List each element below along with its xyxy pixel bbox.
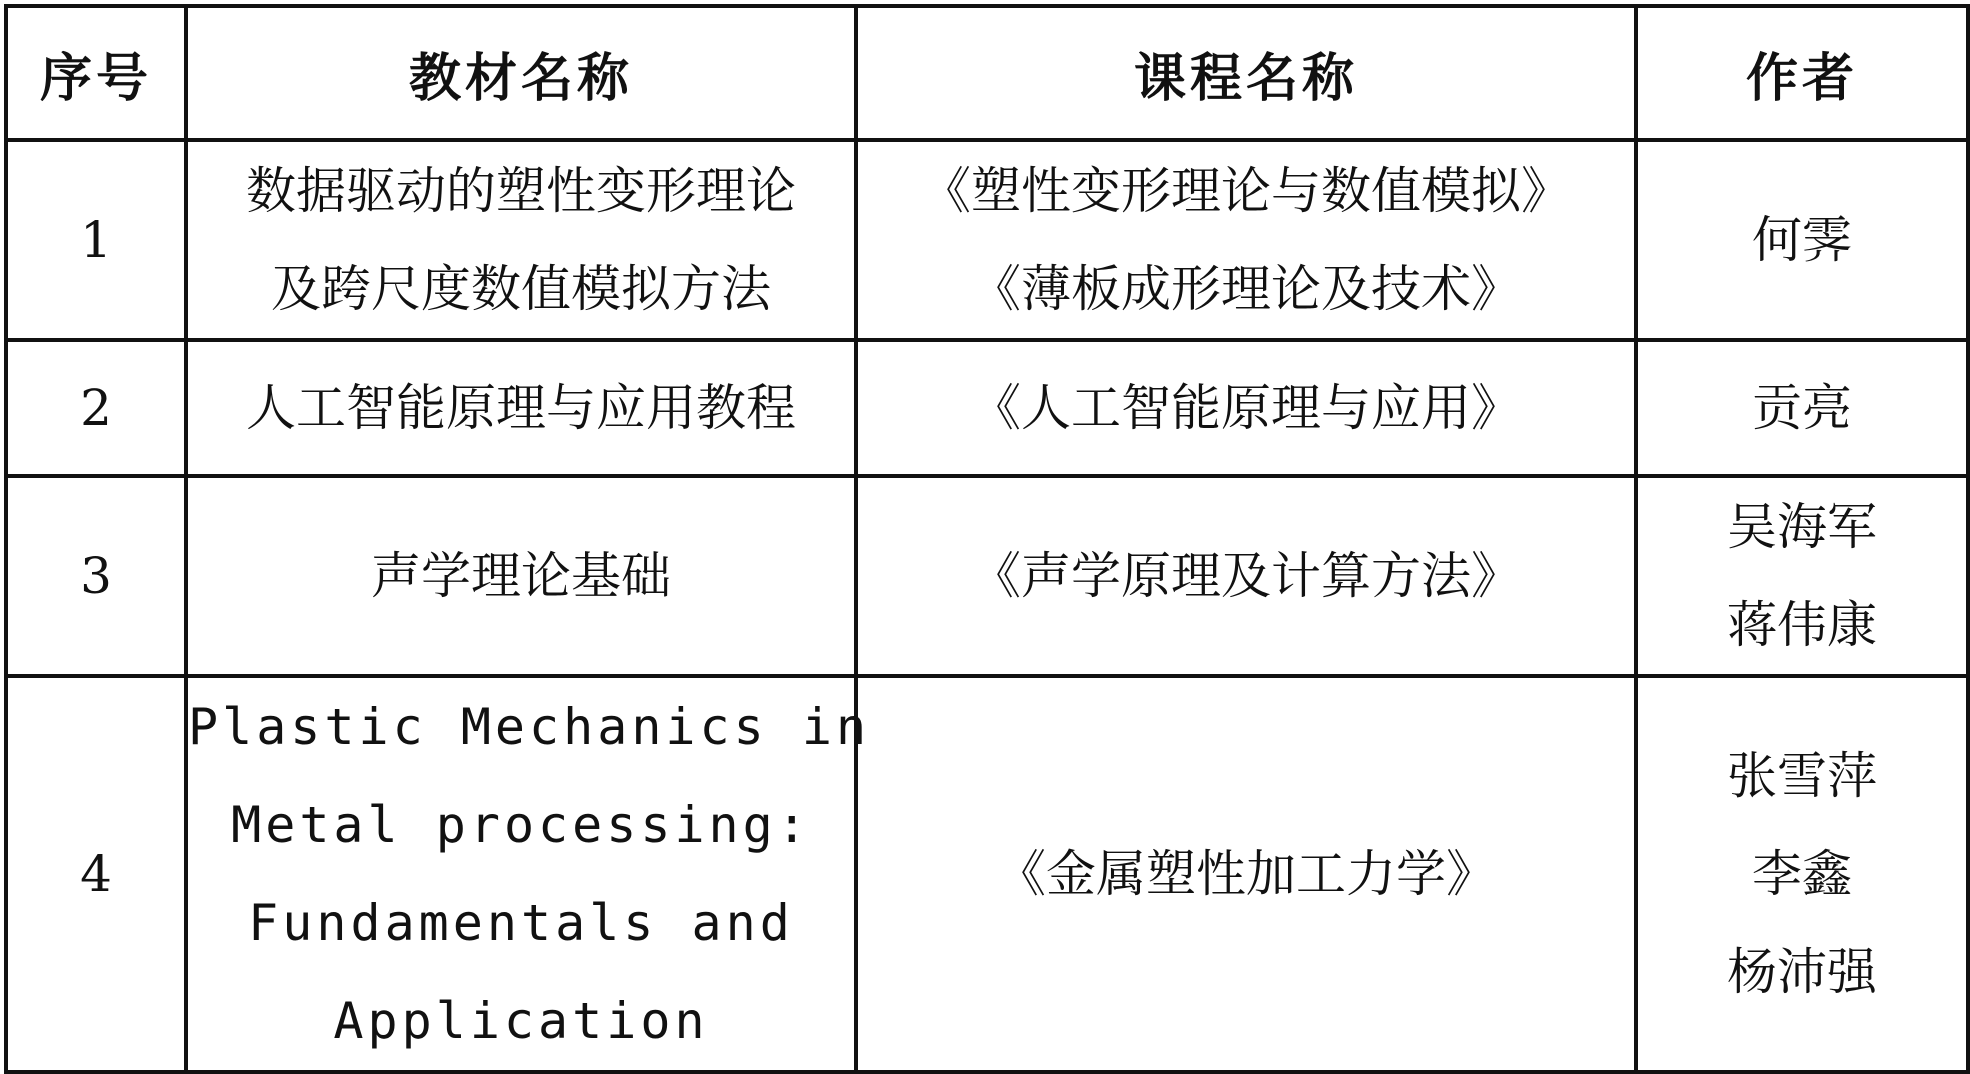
textbook-name-line: 人工智能原理与应用教程 bbox=[246, 379, 796, 437]
table-row bbox=[6, 140, 1968, 340]
textbook-name-cell bbox=[186, 340, 856, 476]
course-name-line: 《塑性变形理论与数值模拟》 bbox=[921, 162, 1571, 220]
textbook-name-line: Application bbox=[333, 992, 709, 1050]
header-serial-number: 序号 bbox=[6, 6, 186, 140]
table-row bbox=[6, 340, 1968, 476]
serial-number-cell: 4 bbox=[6, 676, 186, 1072]
textbook-name-line: 数据驱动的塑性变形理论 bbox=[246, 162, 796, 220]
textbook-name-cell bbox=[186, 476, 856, 676]
course-name-line: 《薄板成形理论及技术》 bbox=[971, 260, 1521, 318]
author-name: 蒋伟康 bbox=[1727, 596, 1877, 654]
serial-number-cell: 3 bbox=[6, 476, 186, 676]
textbook-name-line: 声学理论基础 bbox=[371, 547, 671, 605]
author-name: 杨沛强 bbox=[1727, 943, 1877, 1001]
table-row bbox=[6, 676, 1968, 1072]
header-row bbox=[6, 6, 1968, 140]
textbook-name-line: Plastic Mechanics in bbox=[188, 698, 871, 756]
author-name: 李鑫 bbox=[1752, 845, 1852, 903]
textbook-name-line: 及跨尺度数值模拟方法 bbox=[271, 260, 771, 318]
course-name-cell bbox=[856, 140, 1636, 340]
author-cell bbox=[1636, 140, 1968, 340]
course-name-cell bbox=[856, 476, 1636, 676]
author-name: 张雪萍 bbox=[1727, 747, 1877, 805]
textbook-name-cell bbox=[186, 140, 856, 340]
table-row bbox=[6, 476, 1968, 676]
textbook-name-cell bbox=[186, 676, 871, 1072]
textbook-name-line: Fundamentals and bbox=[248, 894, 794, 952]
textbook-table bbox=[4, 4, 1970, 1074]
course-name-cell bbox=[856, 676, 1636, 1072]
course-name-line: 《声学原理及计算方法》 bbox=[971, 547, 1521, 605]
author-name: 吴海军 bbox=[1727, 498, 1877, 556]
author-cell bbox=[1636, 476, 1968, 676]
serial-number-cell: 1 bbox=[6, 140, 186, 340]
author-cell bbox=[1636, 340, 1968, 476]
header-textbook-name: 教材名称 bbox=[186, 6, 856, 140]
header-author: 作者 bbox=[1636, 6, 1968, 140]
textbook-name-line: Metal processing: bbox=[231, 796, 811, 854]
course-name-line: 《金属塑性加工力学》 bbox=[996, 845, 1496, 903]
author-name: 贡亮 bbox=[1752, 379, 1852, 437]
author-name: 何霁 bbox=[1752, 211, 1852, 269]
header-course-name: 课程名称 bbox=[856, 6, 1636, 140]
serial-number-cell: 2 bbox=[6, 340, 186, 476]
course-name-line: 《人工智能原理与应用》 bbox=[971, 379, 1521, 437]
author-cell bbox=[1636, 676, 1968, 1072]
course-name-cell bbox=[856, 340, 1636, 476]
